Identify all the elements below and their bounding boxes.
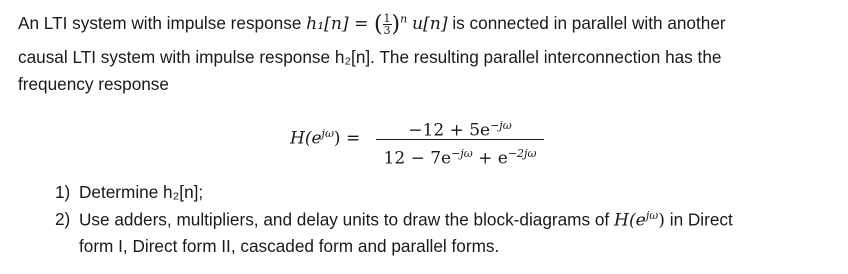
- equation-lhs: $H(e^{j\omega})$ =: [290, 127, 361, 149]
- equation-numerator: $-12 + 5e^{-j\omega}$: [408, 119, 512, 141]
- unit-step: u[n]: [412, 14, 448, 35]
- statement-text: An LTI system with impulse response: [18, 13, 307, 34]
- statement-text: is connected in parallel with another: [447, 13, 726, 34]
- statement-line-3: frequency response: [18, 74, 169, 94]
- statement-line-2: causal LTI system with impulse response h₂[n]. The resulting parallel interconnection has the: [18, 47, 722, 67]
- exponent-n: n: [400, 12, 408, 26]
- equation-denominator: $12 - 7e^{-j\omega} + e^{-2j\omega}$: [383, 147, 537, 169]
- h1-expression: h₁[n] =: [306, 14, 374, 35]
- frequency-response-equation: [290, 113, 590, 173]
- equation-fraction: [374, 113, 546, 169]
- one-third-fraction: $\frac{1}{3}$: [383, 12, 391, 37]
- statement-line-1: An LTI system with impulse response h₁[n] = ( $\frac{1}{3}$ )$^n$ u[n] is connected in parallel with another: [18, 12, 726, 37]
